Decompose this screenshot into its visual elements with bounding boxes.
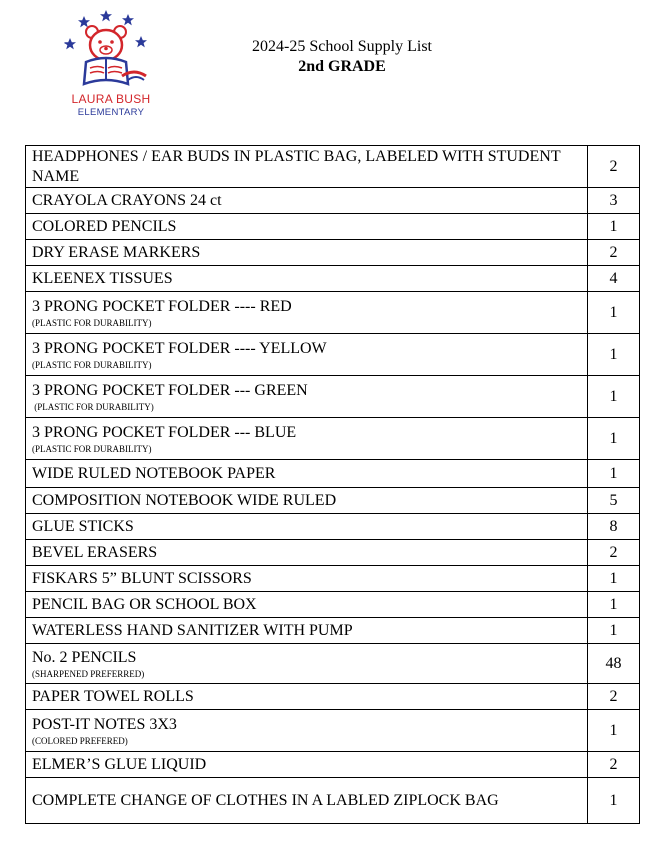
item-quantity: 2 (588, 684, 640, 710)
table-row (26, 418, 640, 460)
item-name: 3 PRONG POCKET FOLDER ---- RED (32, 298, 292, 315)
item-quantity: 4 (588, 266, 640, 292)
item-name: 3 PRONG POCKET FOLDER --- BLUE (32, 424, 297, 441)
item-cell (26, 188, 588, 214)
item-quantity: 3 (588, 188, 640, 214)
table-row (26, 644, 640, 684)
grade-label: 2nd GRADE (298, 58, 386, 75)
item-quantity: 1 (588, 618, 640, 644)
item-quantity: 1 (588, 710, 640, 752)
item-quantity: 2 (588, 240, 640, 266)
logo-text-school-name: LAURA BUSH (71, 92, 151, 106)
item-quantity: 1 (588, 592, 640, 618)
item-cell (26, 240, 588, 266)
item-cell (26, 684, 588, 710)
item-cell (26, 592, 588, 618)
item-name: PAPER TOWEL ROLLS (32, 687, 194, 705)
item-cell (26, 266, 588, 292)
item-quantity: 1 (588, 566, 640, 592)
table-row (26, 460, 640, 488)
item-quantity: 1 (588, 460, 640, 488)
table-row (26, 566, 640, 592)
item-name: POST-IT NOTES 3X3 (32, 716, 177, 733)
item-name: COLORED PENCILS (32, 217, 177, 235)
item-cell (26, 460, 588, 488)
item-name: CRAYOLA CRAYONS 24 ct (32, 191, 222, 209)
item-quantity: 1 (588, 292, 640, 334)
item-quantity: 2 (588, 540, 640, 566)
item-name: PENCIL BAG OR SCHOOL BOX (32, 595, 257, 613)
item-cell (26, 566, 588, 592)
table-row (26, 618, 640, 644)
table-row (26, 146, 640, 188)
table-row (26, 514, 640, 540)
item-cell (26, 778, 588, 824)
item-cell (26, 752, 588, 778)
table-row (26, 188, 640, 214)
table-row (26, 592, 640, 618)
item-name: KLEENEX TISSUES (32, 269, 173, 287)
item-cell (26, 514, 588, 540)
supply-table-body (26, 146, 640, 824)
table-row (26, 292, 640, 334)
item-quantity: 48 (588, 644, 640, 684)
bear-mascot-icon (56, 10, 166, 92)
item-cell (26, 488, 588, 514)
table-row (26, 778, 640, 824)
item-cell (26, 334, 588, 376)
school-logo (56, 10, 166, 122)
table-row (26, 376, 640, 418)
item-note: (COLORED PREFERED) (32, 736, 128, 746)
item-cell (26, 710, 588, 752)
item-cell (26, 644, 588, 684)
item-cell (26, 540, 588, 566)
item-quantity: 1 (588, 778, 640, 824)
item-quantity: 1 (588, 214, 640, 240)
item-quantity: 2 (588, 146, 640, 188)
table-row (26, 334, 640, 376)
item-cell (26, 292, 588, 334)
logo-text-school-type: ELEMENTARY (77, 107, 145, 118)
page-heading (200, 37, 484, 77)
item-name: No. 2 PENCILS (32, 649, 137, 666)
item-name: ELMER’S GLUE LIQUID (32, 755, 207, 773)
item-name: DRY ERASE MARKERS (32, 243, 201, 261)
item-quantity: 8 (588, 514, 640, 540)
item-quantity: 5 (588, 488, 640, 514)
table-row (26, 710, 640, 752)
item-cell (26, 418, 588, 460)
item-quantity: 1 (588, 376, 640, 418)
item-name: BEVEL ERASERS (32, 543, 158, 561)
item-name: HEADPHONES / EAR BUDS IN PLASTIC BAG, LABELED WITH STUDENT NAME (32, 147, 561, 185)
table-row (26, 540, 640, 566)
item-cell (26, 376, 588, 418)
table-row (26, 752, 640, 778)
item-note: (PLASTIC FOR DURABILITY) (32, 360, 152, 370)
table-row (26, 266, 640, 292)
item-quantity: 2 (588, 752, 640, 778)
item-cell (26, 214, 588, 240)
supply-table (25, 145, 640, 824)
item-name: 3 PRONG POCKET FOLDER ---- YELLOW (32, 340, 327, 357)
table-row (26, 240, 640, 266)
item-cell (26, 618, 588, 644)
item-quantity: 1 (588, 334, 640, 376)
item-note: (PLASTIC FOR DURABILITY) (32, 402, 154, 412)
item-quantity: 1 (588, 418, 640, 460)
item-name: WATERLESS HAND SANITIZER WITH PUMP (32, 621, 353, 639)
item-name: COMPLETE CHANGE OF CLOTHES IN A LABLED ZIPLOCK BAG (32, 791, 499, 809)
item-note: (PLASTIC FOR DURABILITY) (32, 318, 152, 328)
table-row (26, 214, 640, 240)
item-name: GLUE STICKS (32, 517, 134, 535)
item-name: FISKARS 5” BLUNT SCISSORS (32, 569, 252, 587)
item-cell (26, 146, 588, 188)
table-row (26, 488, 640, 514)
page-title: 2024-25 School Supply List (251, 38, 432, 55)
table-row (26, 684, 640, 710)
item-name: WIDE RULED NOTEBOOK PAPER (32, 464, 276, 482)
item-note: (PLASTIC FOR DURABILITY) (32, 444, 152, 454)
item-name: 3 PRONG POCKET FOLDER --- GREEN (32, 382, 308, 399)
item-note: (SHARPENED PREFERRED) (32, 669, 145, 679)
item-name: COMPOSITION NOTEBOOK WIDE RULED (32, 491, 337, 509)
